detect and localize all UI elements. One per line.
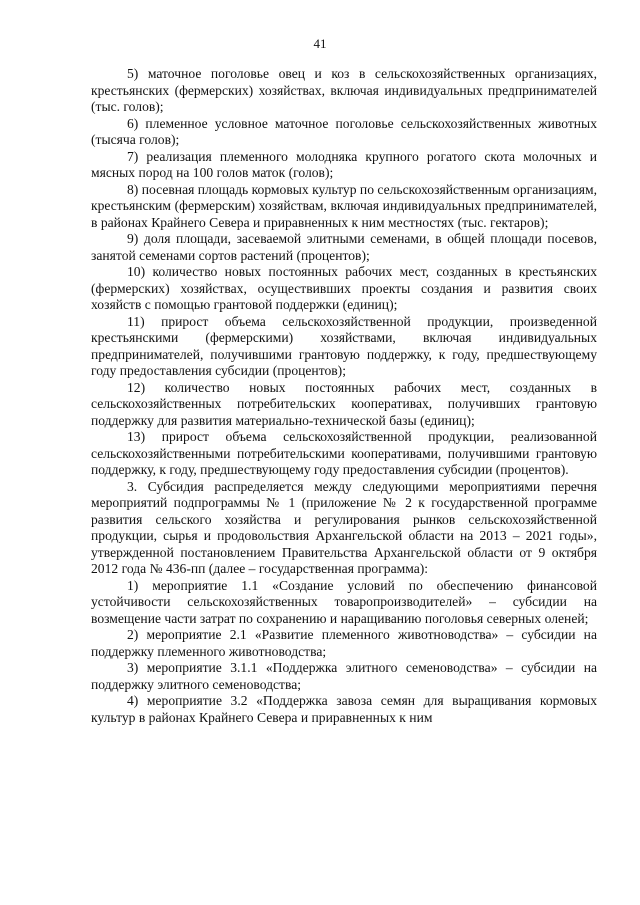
paragraph-item-11: 11) прирост объема сельскохозяйственной продукции, произведенной крестьянскими (фермерскими) хозяйствами, включая индивидуальных предпринимателей, получившими грантовую поддержку, к году, предшествующему году предоставления субсидии (процентов); [91, 313, 597, 378]
paragraph-item-13: 13) прирост объема сельскохозяйственной продукции, реализованной сельскохозяйственными потребительскими кооперативами, получившими грантовую поддержку, к году, предшествующему году предоставления субсидии (процентов). [91, 429, 597, 477]
paragraph-item-6: 6) племенное условное маточное поголовье сельскохозяйственных животных (тысяча голов); [91, 115, 597, 147]
paragraph-section-3: 3. Субсидия распределяется между следующими мероприятиями перечня мероприятий подпрограммы № 1 (приложение № 2 к государственной программе развития сельского хозяйства и регулирования рынков сельскохозяйственной продукции, сырья и продовольствия Архангельской области на 2013 – 2021 годы», утвержденной постановлением Правительства Архангельской области от 9 октября 2012 года № 436-пп (далее – государственная программа): [91, 478, 597, 576]
paragraph-item-9: 9) доля площади, засеваемой элитными семенами, в общей площади посевов, занятой семенами сортов растений (процентов); [91, 231, 597, 263]
paragraph-item-7: 7) реализация племенного молодняка крупного рогатого скота молочных и мясных пород на 100 голов маток (голов); [91, 148, 597, 180]
paragraph-measure-4: 4) мероприятие 3.2 «Поддержка завоза семян для выращивания кормовых культур в районах Крайнего Севера и приравненных к ним [91, 693, 597, 725]
body-text [91, 66, 597, 726]
paragraph-item-5: 5) маточное поголовье овец и коз в сельскохозяйственных организациях, крестьянских (фермерских) хозяйствах, включая индивидуальных предпринимателей (тыс. голов); [91, 66, 597, 114]
paragraph-item-12: 12) количество новых постоянных рабочих мест, созданных в сельскохозяйственных потребительских кооперативах, получивших грантовую поддержку для развития материально-технической базы (единиц); [91, 379, 597, 428]
page-number: 41 [313, 36, 327, 51]
paragraph-item-8: 8) посевная площадь кормовых культур по сельскохозяйственным организациям, крестьянским (фермерским) хозяйствам, включая индивидуальных предпринимателей, в районах Крайнего Севера и приравненных к ним местностях (тыс. гектаров); [91, 181, 597, 230]
paragraph-item-10: 10) количество новых постоянных рабочих мест, созданных в крестьянских (фермерских) хозяйствах, осуществивших проекты создания и развития своих хозяйств с помощью грантовой поддержки (единиц); [91, 264, 597, 312]
paragraph-measure-2: 2) мероприятие 2.1 «Развитие племенного животноводства» – субсидии на поддержку племенного животноводства; [91, 627, 597, 659]
paragraph-measure-1: 1) мероприятие 1.1 «Создание условий по обеспечению финансовой устойчивости сельскохозяйственных товаропроизводителей» – субсидии на возмещение части затрат по сохранению и наращиванию поголовья северных оленей; [91, 577, 597, 626]
paragraph-measure-3: 3) мероприятие 3.1.1 «Поддержка элитного семеноводства» – субсидии на поддержку элитного семеноводства; [91, 660, 597, 692]
